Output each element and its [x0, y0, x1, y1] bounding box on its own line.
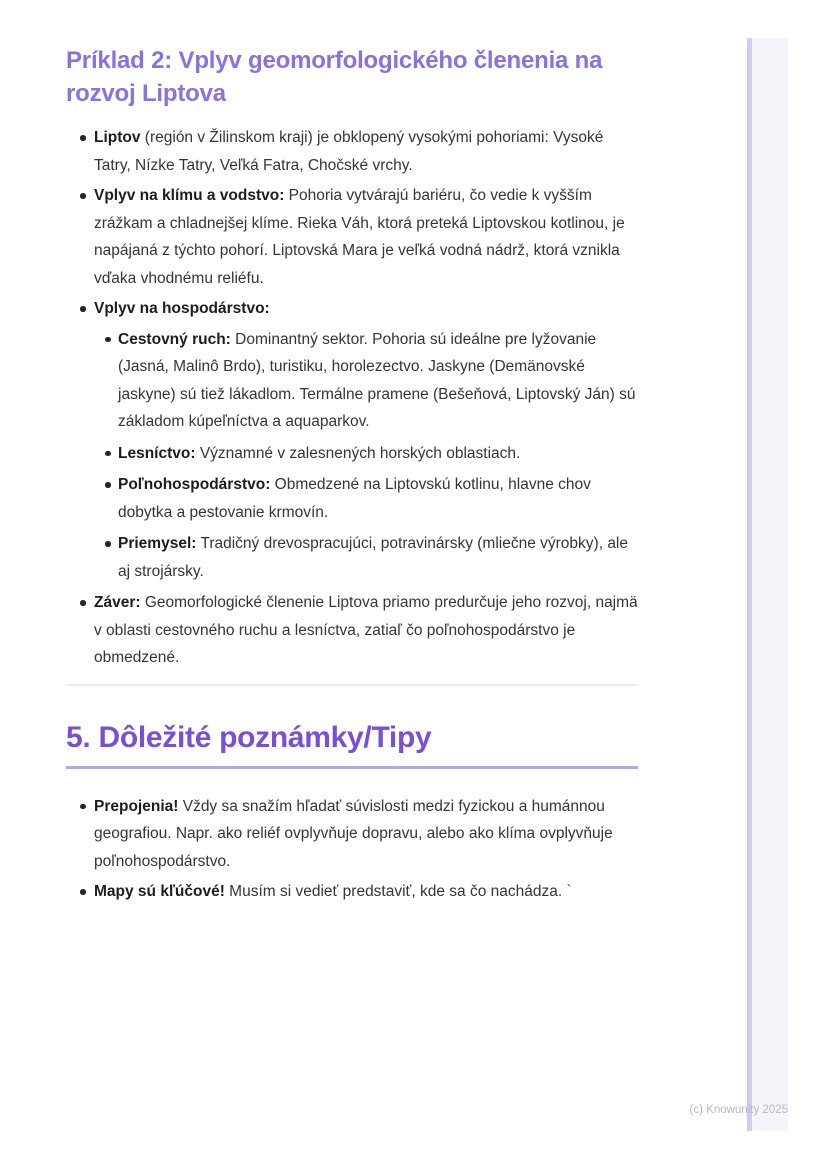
bullet-item-klima-vodstvo: [66, 182, 638, 292]
bullet-text: Vždy sa snažím hľadať súvislosti medzi fyzickou a humánnou geografiou. Napr. ako reliéf ovplyvňuje dopravu, alebo ako klíma ovplyvňuje poľnohospodárstvo.: [94, 797, 613, 870]
sub-bullet-item-priemysel: [94, 530, 638, 585]
section-divider: [66, 684, 638, 686]
hospodarstvo-sublist: [94, 326, 638, 586]
side-rail-panel: [752, 38, 788, 1131]
bullet-lead: Vplyv na hospodárstvo:: [94, 300, 270, 317]
sub-bullet-item-polnohospodarstvo: [94, 471, 638, 526]
bullet-lead: Lesníctvo:: [118, 444, 196, 462]
bullet-item-prepojenia: [66, 793, 638, 876]
bullet-text: Geomorfologické členenie Liptova priamo predurčuje jeho rozvoj, najmä v oblasti cestovného ruchu a lesníctva, zatiaľ čo poľnohospodárstvo je obmedzené.: [94, 594, 638, 666]
bullet-item-zaver: [66, 589, 638, 672]
bullet-lead: Liptov: [94, 129, 141, 146]
bullet-text: (región v Žilinskom kraji) je obklopený vysokými pohoriami: Vysoké Tatry, Nízke Tatry, Veľká Fatra, Chočské vrchy.: [94, 129, 604, 174]
sub-bullet-item-lesnictvo: [94, 440, 638, 468]
notes-section-title: 5. Dôležité poznámky/Tipy: [66, 720, 638, 769]
example-section-title: Príklad 2: Vplyv geomorfologického členenia na rozvoj Liptova: [66, 47, 603, 107]
bullet-lead: Záver:: [94, 594, 141, 611]
bullet-item-hospodarstvo: [66, 295, 638, 585]
bullet-text: Dominantný sektor. Pohoria sú ideálne pre lyžovanie (Jasná, Malinô Brdo), turistiku, horolezectvo. Jaskyne (Demänovské jaskyne) sú tiež lákadlom. Termálne pramene (Bešeňová, Liptovský Ján) sú základom kúpeľníctva a aquaparkov.: [118, 330, 636, 430]
bullet-text: Významné v zalesnených horských oblastiach.: [195, 444, 521, 462]
bullet-text: Musím si vedieť predstaviť, kde sa čo nachádza. `: [224, 883, 572, 900]
bullet-item-mapy: [66, 878, 638, 906]
footer-copyright: (c) Knowunity 2025: [689, 1104, 788, 1116]
notes-bullet-list: [66, 793, 638, 906]
bullet-item-liptov: [66, 124, 638, 179]
bullet-text: Tradičný drevospracujúci, potravinársky (mliečne výrobky), ale aj strojársky.: [118, 535, 628, 580]
bullet-text: Pohoria vytvárajú bariéru, čo vedie k vyšším zrážkam a chladnejšej klíme. Rieka Váh, ktorá preteká Liptovskou kotlinou, je napájaná z týchto pohorí. Liptovská Mara je veľká vodná nádrž, ktorá vznikla vďaka vhodnému reliéfu.: [94, 187, 625, 287]
bullet-lead: Cestovný ruch:: [118, 330, 231, 348]
bullet-lead: Priemysel:: [118, 535, 197, 552]
bullet-lead: Prepojenia!: [94, 797, 179, 815]
bullet-lead: Mapy sú kľúčové!: [94, 883, 225, 900]
bullet-text: Obmedzené na Liptovskú kotlinu, hlavne chov dobytka a pestovanie krmovín.: [118, 476, 591, 521]
sub-bullet-item-cestovny-ruch: [94, 326, 638, 436]
bullet-lead: Vplyv na klímu a vodstvo:: [94, 187, 285, 204]
example-bullet-list: [66, 124, 638, 672]
document-page-content: [66, 0, 638, 909]
bullet-lead: Poľnohospodárstvo:: [118, 476, 271, 493]
